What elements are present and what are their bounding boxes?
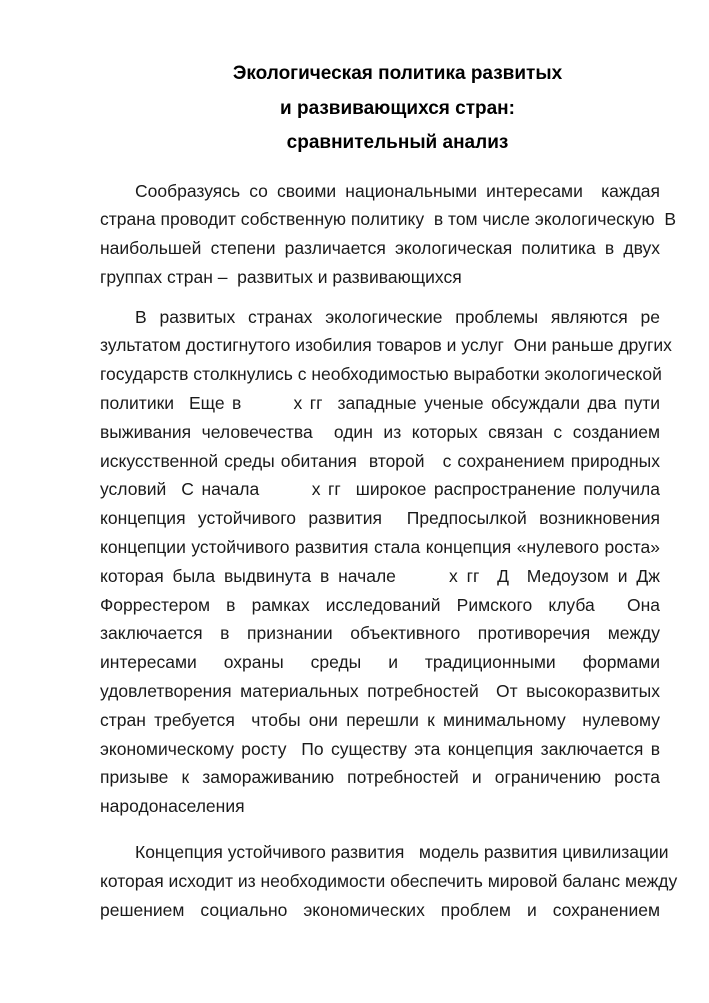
text-line: искусственной среды обитания второй с сохранением природных <box>100 450 660 471</box>
text-line: Форрестером в рамках исследований Римского клуба Она <box>100 594 660 615</box>
text-line: решением социально экономических проблем и сохранением <box>100 899 660 920</box>
text-line: которая была выдвинута в начале х гг Д Медоузом и Дж <box>100 565 660 586</box>
paragraph-national-interests <box>100 177 677 292</box>
text-line: политики Еще в х гг западные ученые обсуждали два пути <box>100 393 660 414</box>
text-line: зультатом достигнутого изобилия товаров и услуг Они раньше других <box>100 335 672 356</box>
text-line: Сообразуясь со своими национальными интересами каждая <box>135 180 660 201</box>
text-line: интересами охраны среды и традиционными формами <box>100 652 660 673</box>
title-line-3: сравнительный анализ <box>286 132 509 153</box>
title-line-1: Экологическая политика развитых <box>232 63 563 84</box>
text-line: страна проводит собственную политику в том числе экологическую В <box>100 209 677 230</box>
text-line: группах стран – развитых и развивающихся <box>100 266 462 287</box>
text-line: наибольшей степени различается экологическая политика в двух <box>100 238 660 259</box>
text-line: государств столкнулись с необходимостью выработки экологической <box>100 364 662 385</box>
text-line: которая исходит из необходимости обеспечить мировой баланс между <box>100 870 678 891</box>
paragraph-sustainable-development <box>100 838 678 924</box>
text-line: экономическому росту По существу эта концепция заключается в <box>100 738 660 759</box>
text-line: условий С начала х гг широкое распространение получила <box>100 479 660 500</box>
text-line: концепции устойчивого развития стала концепция «нулевого роста» <box>100 537 660 558</box>
text-line: заключается в признании объективного противоречия между <box>100 623 660 644</box>
text-line: В развитых странах экологические проблемы являются ре <box>135 306 660 327</box>
text-line: народонаселения <box>100 796 245 817</box>
text-line: удовлетворения материальных потребностей От высокоразвитых <box>100 681 660 702</box>
text-line: концепция устойчивого развития Предпосылкой возникновения <box>100 508 660 529</box>
text-line: стран требуется чтобы они перешли к минимальному нулевому <box>100 709 660 730</box>
text-line: выживания человечества один из которых связан с созданием <box>100 421 660 442</box>
document-title <box>100 57 660 161</box>
text-line: призыве к замораживанию потребностей и ограничению роста <box>100 767 660 788</box>
title-line-2: и развивающихся стран: <box>280 97 515 119</box>
text-line: Концепция устойчивого развития модель развития цивилизации <box>135 842 669 863</box>
page-content <box>100 57 678 924</box>
paragraph-developed-countries <box>100 303 672 821</box>
